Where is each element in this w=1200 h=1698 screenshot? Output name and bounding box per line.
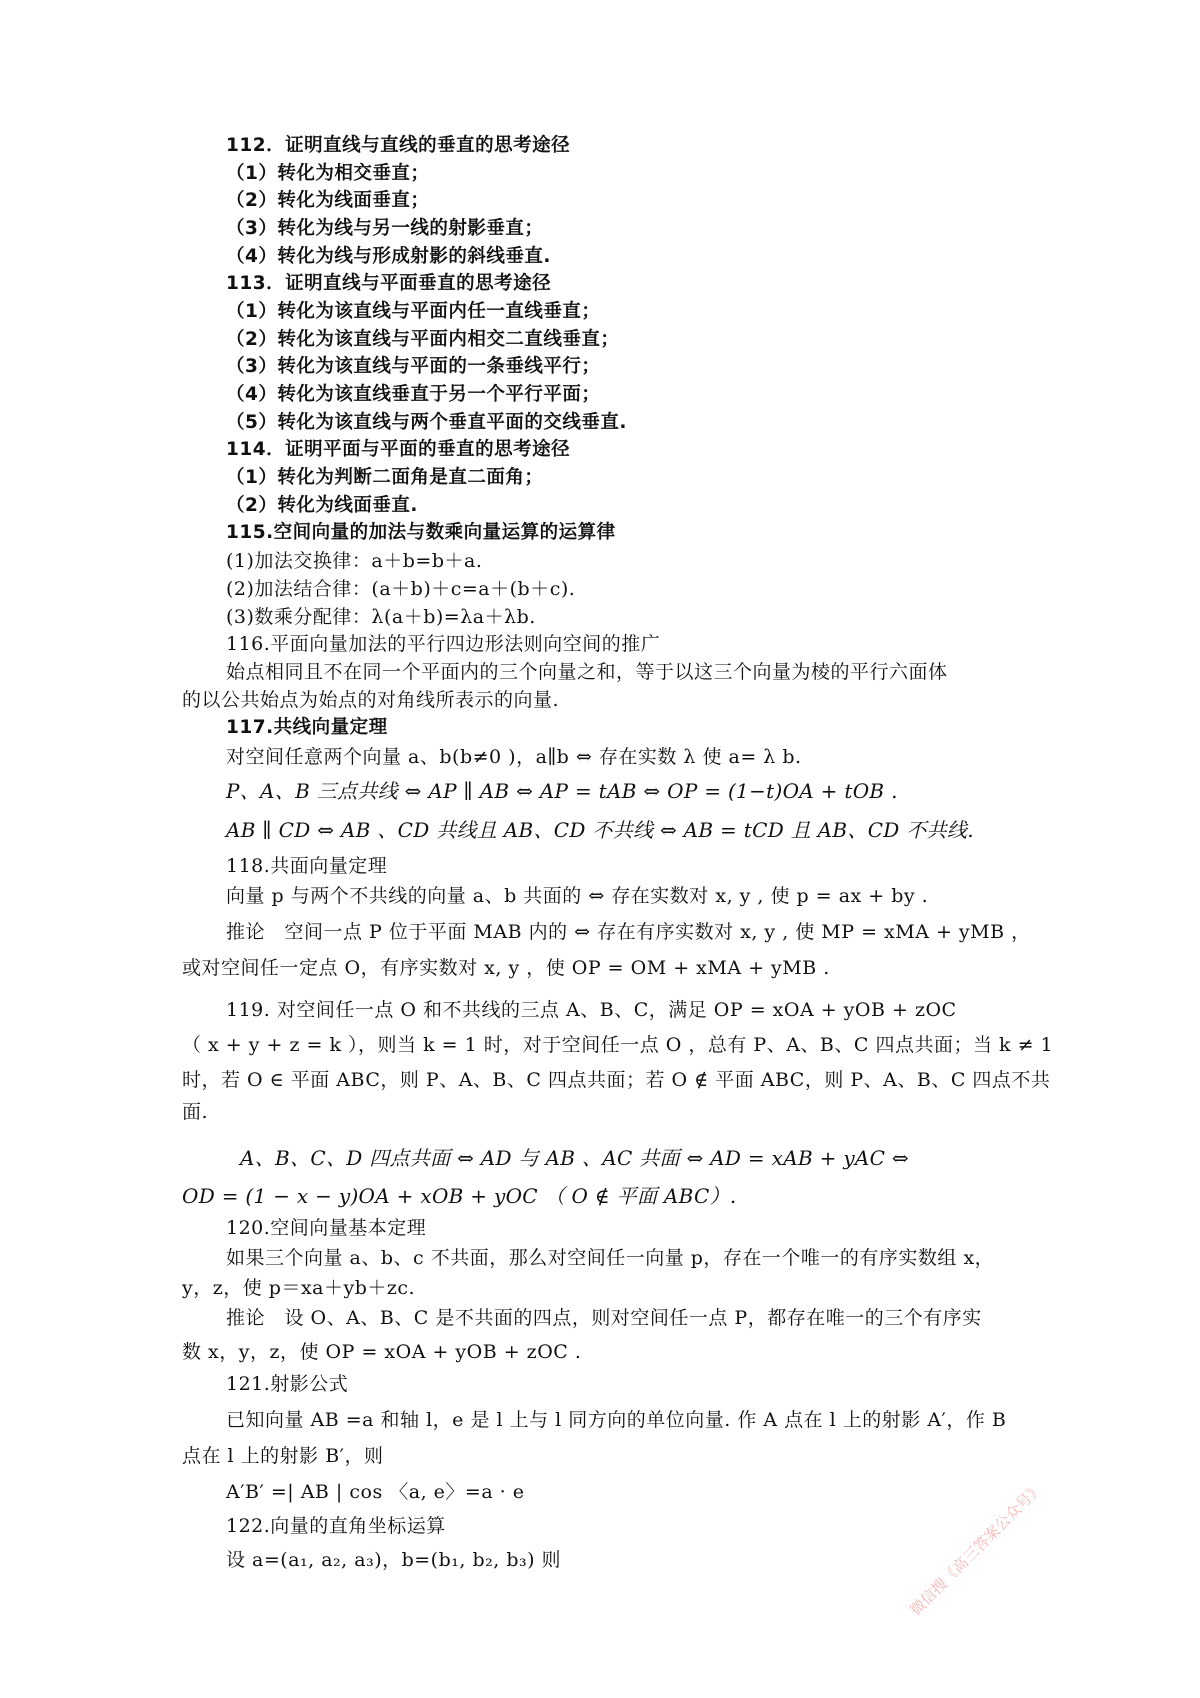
text-line: 对空间任意两个向量 a、b(b≠0 )，a∥b ⇔ 存在实数 λ 使 a= λ b. xyxy=(226,746,802,768)
text-line: （3）转化为该直线与平面的一条垂线平行； xyxy=(226,356,601,377)
text-line: （4）转化为该直线垂直于另一个平行平面； xyxy=(226,384,601,405)
text-line: 面. xyxy=(182,1101,209,1123)
text-line: 119. 对空间任一点 O 和不共线的三点 A、B、C，满足 OP = xOA + yOB + zOC xyxy=(226,999,957,1021)
text-line: 推论 空间一点 P 位于平面 MAB 内的 ⇔ 存在有序实数对 x, y , 使 MP = xMA + yMB ， xyxy=(226,921,1031,943)
text-line: （ x + y + z = k ），则当 k = 1 时，对于空间任一点 O ，总有 P、A、B、C 四点共面；当 k ≠ 1 xyxy=(182,1034,1054,1056)
text-line: 推论 设 O、A、B、C 是不共面的四点，则对空间任一点 P，都存在唯一的三个有序实 xyxy=(226,1307,982,1329)
text-line: 114．证明平面与平面的垂直的思考途径 xyxy=(226,439,571,460)
text-line: 如果三个向量 a、b、c 不共面，那么对空间任一向量 p，存在一个唯一的有序实数组 x， xyxy=(226,1247,995,1269)
text-line: AB ∥ CD ⇔ AB 、CD 共线且 AB、CD 不共线 ⇔ AB = tCD 且 AB、CD 不共线. xyxy=(226,818,974,842)
text-line: （1）转化为该直线与平面内任一直线垂直； xyxy=(226,301,601,322)
watermark: 微信搜《高三答案公众号》 xyxy=(906,1479,1047,1620)
text-line: y，z，使 p＝xa＋yb＋zc. xyxy=(182,1277,416,1299)
text-line: 点在 l 上的射影 B′，则 xyxy=(182,1445,384,1467)
text-line: （1）转化为相交垂直； xyxy=(226,163,430,184)
text-line: 向量 p 与两个不共线的向量 a、b 共面的 ⇔ 存在实数对 x, y , 使 p = ax + by . xyxy=(226,885,929,907)
text-line: （5）转化为该直线与两个垂直平面的交线垂直. xyxy=(226,412,627,433)
text-line: （1）转化为判断二面角是直二面角； xyxy=(226,467,544,488)
text-line: (3)数乘分配律：λ(a＋b)=λa＋λb. xyxy=(226,606,536,628)
text-line: P、A、B 三点共线 ⇔ AP ∥ AB ⇔ AP = tAB ⇔ OP = (1−t)OA + tOB . xyxy=(226,779,898,803)
text-line: (1)加法交换律：a＋b=b＋a. xyxy=(226,550,483,572)
text-line: 118.共面向量定理 xyxy=(226,855,388,877)
text-line: （3）转化为线与另一线的射影垂直； xyxy=(226,218,544,239)
text-line: 的以公共始点为始点的对角线所表示的向量. xyxy=(182,689,560,711)
text-line: 120.空间向量基本定理 xyxy=(226,1217,427,1239)
text-line: 117.共线向量定理 xyxy=(226,717,388,738)
text-line: 121.射影公式 xyxy=(226,1373,349,1395)
text-line: 116.平面向量加法的平行四边形法则向空间的推广 xyxy=(226,633,661,655)
text-line: 122.向量的直角坐标运算 xyxy=(226,1515,446,1537)
text-line: (2)加法结合律：(a＋b)＋c=a＋(b＋c). xyxy=(226,578,576,600)
text-line: 112．证明直线与直线的垂直的思考途径 xyxy=(226,135,571,156)
text-line: 或对空间任一定点 O，有序实数对 x, y ，使 OP = OM + xMA + yMB . xyxy=(182,957,830,979)
text-line: 设 a=(a₁, a₂, a₃)，b=(b₁, b₂, b₃) 则 xyxy=(226,1549,562,1571)
text-line: 113．证明直线与平面垂直的思考途径 xyxy=(226,273,552,294)
text-line: 时，若 O ∈ 平面 ABC，则 P、A、B、C 四点共面；若 O ∉ 平面 ABC，则 P、A、B、C 四点不共 xyxy=(182,1069,1051,1091)
text-line: OD = (1 − x − y)OA + xOB + yOC （ O ∉ 平面 ABC）. xyxy=(182,1184,737,1208)
text-line: （2）转化为线面垂直. xyxy=(226,495,418,516)
text-line: A、B、C、D 四点共面 ⇔ AD 与 AB 、AC 共面 ⇔ AD = xAB + yAC ⇔ xyxy=(240,1146,909,1170)
text-line: （2）转化为该直线与平面内相交二直线垂直； xyxy=(226,329,620,350)
text-line: （4）转化为线与形成射影的斜线垂直. xyxy=(226,246,551,267)
text-line: A′B′ =| AB | cos 〈a, e〉=a · e xyxy=(226,1481,525,1503)
text-line: 始点相同且不在同一个平面内的三个向量之和，等于以这三个向量为棱的平行六面体 xyxy=(226,661,948,683)
text-line: 已知向量 AB =a 和轴 l，e 是 l 上与 l 同方向的单位向量. 作 A 点在 l 上的射影 A′，作 B xyxy=(226,1409,1007,1431)
text-line: 数 x，y，z，使 OP = xOA + yOB + zOC . xyxy=(182,1341,582,1363)
text-line: （2）转化为线面垂直； xyxy=(226,190,430,211)
text-line: 115.空间向量的加法与数乘向量运算的运算律 xyxy=(226,522,616,543)
